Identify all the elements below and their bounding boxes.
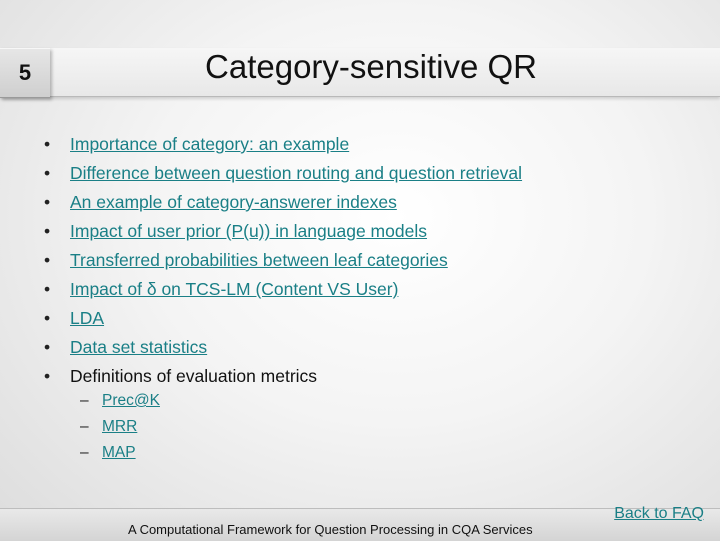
- link-map[interactable]: MAP: [102, 444, 136, 461]
- bullet-item[interactable]: [44, 159, 522, 188]
- bullet-dot: •: [44, 134, 51, 154]
- back-to-faq-link[interactable]: Back to FAQ: [614, 505, 704, 522]
- footer-text: A Computational Framework for Question Processing in CQA Services: [128, 522, 533, 537]
- sub-bullet-list: [80, 388, 160, 466]
- sub-bullet-dash: –: [80, 418, 89, 435]
- bullet-dot: •: [44, 221, 51, 241]
- link-impact-of-delta[interactable]: Impact of δ on TCS-LM (Content VS User): [70, 279, 399, 299]
- sub-bullet-item[interactable]: [80, 388, 160, 414]
- link-routing-vs-retrieval[interactable]: Difference between question routing and question retrieval: [70, 163, 523, 183]
- sub-bullet-item[interactable]: [80, 440, 160, 466]
- sub-bullet-dash: –: [80, 444, 89, 461]
- slide-title: Category-sensitive QR: [205, 48, 537, 85]
- link-category-answerer-indexes[interactable]: An example of category-answerer indexes: [70, 192, 397, 212]
- bullet-dot: •: [44, 308, 51, 328]
- bullet-item[interactable]: [44, 217, 522, 246]
- sub-bullet-dash: –: [80, 392, 89, 409]
- link-transferred-probabilities[interactable]: Transferred probabilities between leaf categories: [70, 250, 448, 270]
- bullet-item[interactable]: [44, 188, 522, 217]
- bullet-dot: •: [44, 163, 51, 183]
- link-lda[interactable]: LDA: [70, 308, 105, 328]
- slide-number: 5: [0, 48, 50, 98]
- bullet-dot: •: [44, 366, 51, 386]
- bullet-item[interactable]: [44, 333, 522, 362]
- sub-bullet-item[interactable]: [80, 414, 160, 440]
- link-data-set-statistics[interactable]: Data set statistics: [70, 337, 208, 357]
- link-mrr[interactable]: MRR: [102, 418, 138, 435]
- bullet-item[interactable]: [44, 275, 522, 304]
- bullet-item[interactable]: [44, 130, 522, 159]
- link-prec-at-k[interactable]: Prec@K: [102, 392, 160, 409]
- bullet-dot: •: [44, 250, 51, 270]
- bullet-dot: •: [44, 337, 51, 357]
- bullet-item[interactable]: [44, 246, 522, 275]
- bullet-item[interactable]: [44, 304, 522, 333]
- link-user-prior[interactable]: Impact of user prior (P(u)) in language models: [70, 221, 427, 241]
- bullet-dot: •: [44, 192, 51, 212]
- link-importance-of-category[interactable]: Importance of category: an example: [70, 134, 350, 154]
- bullet-item: [44, 362, 522, 391]
- bullet-dot: •: [44, 279, 51, 299]
- evaluation-metrics-heading: Definitions of evaluation metrics: [70, 366, 318, 386]
- bullet-list: [44, 130, 522, 391]
